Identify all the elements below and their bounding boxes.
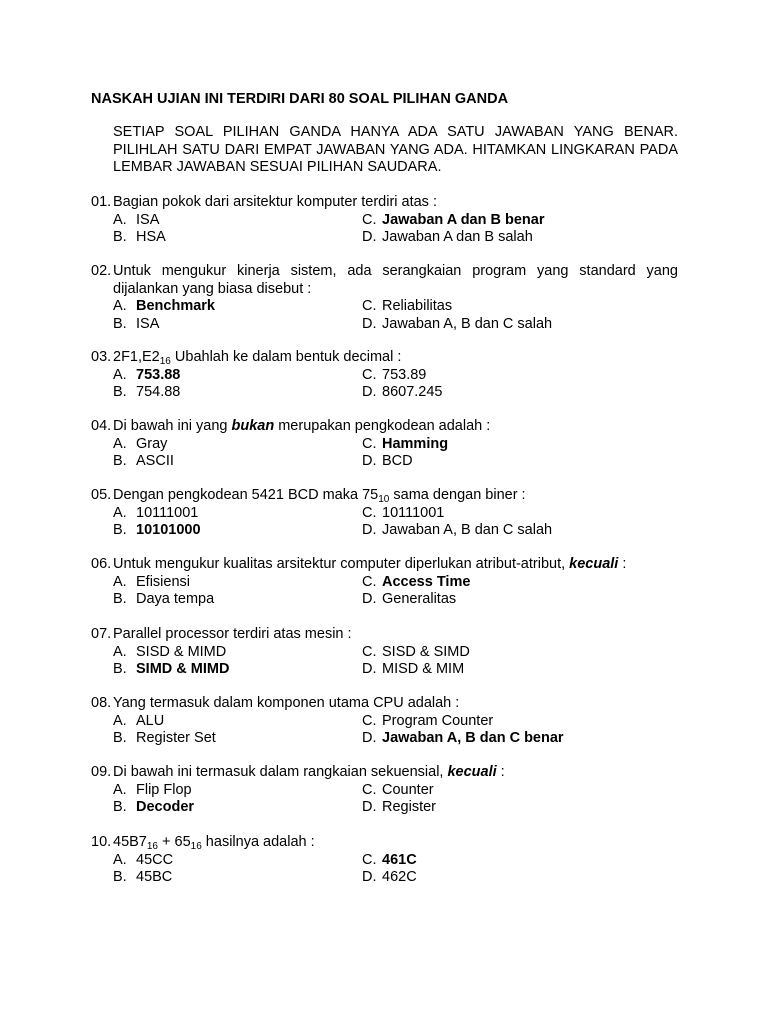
- option-letter: B.: [113, 591, 127, 607]
- question-number: 03.: [91, 349, 112, 365]
- option-letter: B.: [113, 799, 127, 815]
- option-letter: D.: [362, 453, 377, 469]
- option-text: 753.88: [136, 366, 181, 383]
- answer-options: [113, 367, 678, 402]
- option-c[interactable]: [362, 574, 612, 592]
- option-letter: A.: [113, 211, 127, 228]
- option-d[interactable]: [362, 591, 612, 609]
- answer-options: [113, 713, 678, 748]
- exam-instructions: SETIAP SOAL PILIHAN GANDA HANYA ADA SATU JAWABAN YANG BENAR. PILIHLAH SATU DARI EMPAT JAWABAN YANG ADA. HITAMKAN LINGKARAN PADA LEMBAR JAWABAN SESUAI PILIHAN SAUDARA.: [113, 124, 678, 175]
- answer-options: [113, 298, 678, 333]
- option-d[interactable]: [362, 522, 612, 540]
- option-a[interactable]: [113, 212, 362, 230]
- question-10: [91, 834, 678, 887]
- option-letter: A.: [113, 643, 127, 660]
- option-a[interactable]: [113, 436, 362, 454]
- option-letter: D.: [362, 591, 377, 607]
- option-text: Jawaban A dan B benar: [382, 211, 545, 228]
- option-b[interactable]: [113, 730, 362, 748]
- question-text-part: + 65: [158, 834, 191, 850]
- option-letter: D.: [362, 799, 377, 815]
- question-text-part: Di bawah ini yang: [113, 418, 232, 434]
- option-letter: C.: [362, 298, 377, 314]
- question-text-part: hasilnya adalah :: [201, 834, 315, 850]
- option-letter: C.: [362, 435, 377, 452]
- option-letter: D.: [362, 384, 377, 400]
- option-letter: B.: [113, 661, 127, 677]
- option-text: HSA: [136, 229, 166, 245]
- option-letter: C.: [362, 781, 377, 798]
- option-letter: B.: [113, 453, 127, 469]
- question-text: [113, 556, 678, 574]
- question-01: [91, 194, 678, 247]
- option-letter: B.: [113, 229, 127, 245]
- exam-title: NASKAH UJIAN INI TERDIRI DARI 80 SOAL PILIHAN GANDA: [91, 91, 509, 107]
- option-text: Benchmark: [136, 298, 215, 314]
- answer-options: [113, 782, 678, 817]
- option-letter: A.: [113, 366, 127, 383]
- option-letter: B.: [113, 522, 127, 538]
- question-09: [91, 764, 678, 817]
- option-letter: A.: [113, 435, 127, 452]
- option-a[interactable]: [113, 505, 362, 523]
- question-text-part: :: [618, 556, 627, 572]
- option-c[interactable]: [362, 367, 612, 385]
- option-a[interactable]: [113, 713, 362, 731]
- option-text: Jawaban A, B dan C benar: [382, 730, 564, 746]
- option-text: Access Time: [382, 573, 471, 590]
- option-a[interactable]: [113, 644, 362, 662]
- option-letter: C.: [362, 712, 377, 729]
- question-text-part: Di bawah ini termasuk dalam rangkaian sekuensial,: [113, 764, 448, 780]
- option-text: ASCII: [136, 453, 174, 469]
- option-letter: D.: [362, 315, 377, 332]
- question-text: Untuk mengukur kinerja sistem, ada serangkaian program yang standard yang dijalankan yang biasa disebut :: [113, 263, 678, 297]
- option-text: Register: [382, 799, 436, 815]
- option-letter: C.: [362, 366, 377, 383]
- option-text: Counter: [382, 781, 434, 798]
- question-06: [91, 556, 678, 609]
- option-a[interactable]: [113, 367, 362, 385]
- option-letter: C.: [362, 573, 377, 590]
- option-text: Daya tempa: [136, 591, 215, 607]
- question-number: 06.: [91, 556, 112, 572]
- option-text: Register Set: [136, 730, 216, 746]
- question-text: Parallel processor terdiri atas mesin :: [113, 626, 352, 642]
- question-text-part: :: [496, 764, 505, 780]
- question-text: [113, 834, 678, 852]
- answer-options: [113, 505, 678, 540]
- option-c[interactable]: [362, 644, 612, 662]
- option-text: SIMD & MIMD: [136, 661, 230, 677]
- option-text: Program Counter: [382, 712, 494, 729]
- option-text: 10111001: [382, 504, 445, 521]
- option-text: 754.88: [136, 384, 181, 400]
- option-text: 45BC: [136, 869, 173, 885]
- option-letter: D.: [362, 869, 377, 885]
- option-c[interactable]: [362, 713, 612, 731]
- option-b[interactable]: [113, 661, 362, 679]
- question-05: [91, 487, 678, 540]
- option-b[interactable]: [113, 316, 362, 334]
- emphasis-word: kecuali: [447, 764, 497, 780]
- answer-options: [113, 436, 678, 471]
- question-text: [113, 764, 678, 782]
- option-text: Reliabilitas: [382, 298, 453, 314]
- question-text-part: merupakan pengkodean adalah :: [274, 418, 491, 434]
- question-number: 08.: [91, 695, 112, 711]
- option-a[interactable]: [113, 852, 362, 870]
- question-text-part: Untuk mengukur kualitas arsitektur computer diperlukan atribut-atribut,: [113, 556, 570, 572]
- option-text: Jawaban A, B dan C salah: [382, 522, 553, 538]
- option-text: 462C: [382, 869, 417, 885]
- subscript-base: 16: [190, 841, 202, 852]
- question-number: 01.: [91, 194, 112, 210]
- question-text: Yang termasuk dalam komponen utama CPU adalah :: [113, 695, 460, 711]
- option-text: ALU: [136, 712, 165, 729]
- question-03: [91, 349, 678, 402]
- option-b[interactable]: [113, 591, 362, 609]
- option-b[interactable]: [113, 384, 362, 402]
- subscript-base: 10: [378, 494, 390, 505]
- option-text: Generalitas: [382, 591, 457, 607]
- option-d[interactable]: [362, 799, 612, 817]
- question-number: 07.: [91, 626, 112, 642]
- subscript-base: 16: [146, 841, 158, 852]
- option-letter: D.: [362, 229, 377, 245]
- option-letter: A.: [113, 851, 127, 868]
- option-text: Gray: [136, 435, 168, 452]
- answer-options: [113, 852, 678, 887]
- question-04: [91, 418, 678, 471]
- question-number: 10.: [91, 834, 112, 850]
- option-c[interactable]: [362, 298, 612, 316]
- option-d[interactable]: [362, 453, 612, 471]
- question-text-part: Ubahlah ke dalam bentuk decimal :: [170, 349, 402, 365]
- option-text: Decoder: [136, 799, 195, 815]
- option-letter: A.: [113, 781, 127, 798]
- question-number: 09.: [91, 764, 112, 780]
- option-letter: B.: [113, 384, 127, 400]
- question-text-part: 2F1,E2: [113, 349, 160, 365]
- answer-options: [113, 574, 678, 609]
- emphasis-word: kecuali: [569, 556, 619, 572]
- question-text: [113, 487, 678, 505]
- question-text: [113, 418, 678, 436]
- option-d[interactable]: [362, 730, 612, 748]
- option-text: MISD & MIM: [382, 661, 465, 677]
- option-c[interactable]: [362, 782, 612, 800]
- option-text: Efisiensi: [136, 573, 190, 590]
- question-07: [91, 626, 678, 679]
- option-letter: B.: [113, 315, 127, 332]
- option-d[interactable]: [362, 316, 612, 334]
- option-text: Jawaban A, B dan C salah: [382, 315, 553, 332]
- question-text: [113, 349, 678, 367]
- option-d[interactable]: [362, 229, 612, 247]
- option-text: Flip Flop: [136, 781, 192, 798]
- option-letter: D.: [362, 661, 377, 677]
- question-number: 04.: [91, 418, 112, 434]
- option-b[interactable]: [113, 229, 362, 247]
- subscript-base: 16: [159, 356, 171, 367]
- option-text: SISD & MIMD: [136, 643, 227, 660]
- question-text-part: sama dengan biner :: [389, 487, 526, 503]
- option-text: 8607.245: [382, 384, 443, 400]
- option-text: ISA: [136, 211, 160, 228]
- option-text: 45CC: [136, 851, 174, 868]
- option-text: 461C: [382, 851, 417, 868]
- option-b[interactable]: [113, 453, 362, 471]
- option-letter: B.: [113, 730, 127, 746]
- option-b[interactable]: [113, 869, 362, 887]
- option-letter: A.: [113, 573, 127, 590]
- option-letter: C.: [362, 211, 377, 228]
- option-text: Jawaban A dan B salah: [382, 229, 533, 245]
- option-text: BCD: [382, 453, 413, 469]
- emphasis-word: bukan: [231, 418, 275, 434]
- option-letter: C.: [362, 504, 377, 521]
- question-number: 02.: [91, 263, 112, 279]
- option-a[interactable]: [113, 574, 362, 592]
- option-d[interactable]: [362, 384, 612, 402]
- question-08: [91, 695, 678, 748]
- option-text: ISA: [136, 315, 160, 332]
- answer-options: [113, 212, 678, 247]
- option-letter: A.: [113, 712, 127, 729]
- question-02: [91, 263, 678, 333]
- option-letter: D.: [362, 730, 377, 746]
- question-text-part: Dengan pengkodean 5421 BCD maka 75: [113, 487, 379, 503]
- option-c[interactable]: [362, 212, 612, 230]
- question-text: Bagian pokok dari arsitektur komputer terdiri atas :: [113, 194, 437, 210]
- option-a[interactable]: [113, 298, 362, 316]
- option-letter: C.: [362, 851, 377, 868]
- option-a[interactable]: [113, 782, 362, 800]
- option-text: 10101000: [136, 522, 201, 538]
- option-letter: D.: [362, 522, 377, 538]
- question-text-part: 45B7: [113, 834, 147, 850]
- option-d[interactable]: [362, 661, 612, 679]
- option-b[interactable]: [113, 799, 362, 817]
- option-c[interactable]: [362, 852, 612, 870]
- option-c[interactable]: [362, 436, 612, 454]
- option-text: 753.89: [382, 366, 427, 383]
- option-letter: C.: [362, 643, 377, 660]
- option-letter: B.: [113, 869, 127, 885]
- option-d[interactable]: [362, 869, 612, 887]
- option-letter: A.: [113, 298, 127, 314]
- question-number: 05.: [91, 487, 112, 503]
- option-b[interactable]: [113, 522, 362, 540]
- option-text: Hamming: [382, 435, 449, 452]
- option-text: SISD & SIMD: [382, 643, 470, 660]
- option-letter: A.: [113, 504, 127, 521]
- option-c[interactable]: [362, 505, 612, 523]
- option-text: 10111001: [136, 504, 199, 521]
- answer-options: [113, 644, 678, 679]
